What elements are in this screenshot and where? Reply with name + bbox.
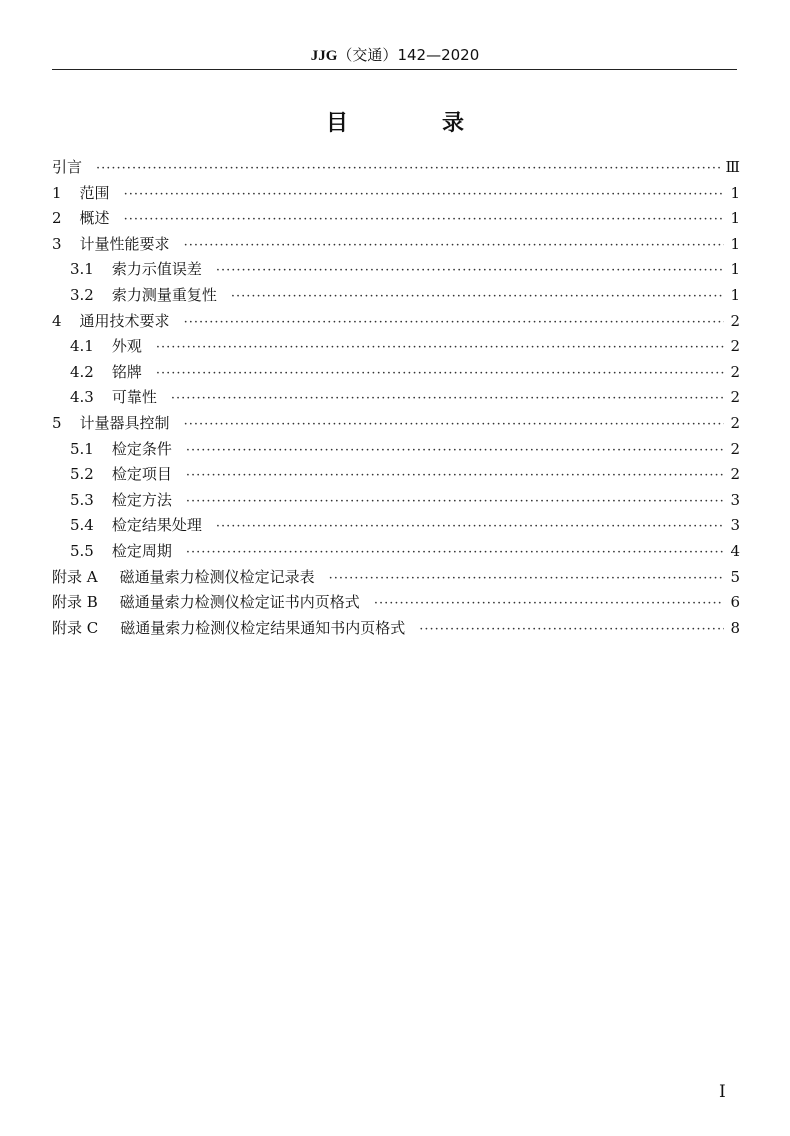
toc-entry-page: 2 [730,413,740,432]
toc-entry[interactable] [52,283,740,309]
toc-entry[interactable] [52,565,740,591]
toc-leader-dots [156,335,724,361]
toc-entry-number: 5.4 [70,516,94,535]
toc-entry[interactable] [52,232,740,258]
toc-entry-page: 2 [730,311,740,330]
toc-entry-number: 5.5 [70,541,94,560]
toc-entry-page: 2 [730,388,740,407]
toc-leader-dots [184,310,724,336]
toc-entry-page: 1 [730,183,740,202]
toc-entry[interactable] [52,616,740,642]
page-folio: Ⅰ [719,1082,726,1102]
toc-entry-label: 检定方法 [111,490,172,509]
toc-entry-page: 3 [730,490,740,509]
toc-entry-number: 5.1 [70,439,94,458]
toc-leader-dots [186,463,724,489]
toc-entry[interactable] [52,385,740,411]
standard-number: 142—2020 [397,46,480,64]
toc-entry-label: 检定周期 [111,541,172,560]
toc-entry-number: 4.3 [70,388,94,407]
running-header [0,44,790,65]
toc-entry-number: 1 [52,183,62,202]
toc-entry-page: 4 [730,541,740,560]
toc-entry-number: 5.3 [70,490,94,509]
toc-entry-page: 5 [730,567,740,586]
toc-entry[interactable] [52,437,740,463]
toc-entry-page: 8 [730,618,740,637]
toc-entry-label: 引言 [52,158,83,176]
toc-entry-label: 计量性能要求 [79,234,170,253]
toc-entry-number: 3.1 [70,260,94,279]
toc-leader-dots [186,540,724,566]
toc-entry-page: Ⅲ [725,158,740,176]
toc-entry[interactable] [52,411,740,437]
toc-entry-label: 检定条件 [111,439,172,458]
toc-entry[interactable] [52,181,740,207]
toc-entry-label: 范围 [79,183,110,202]
toc-entry-page: 1 [730,209,740,228]
standard-category: （交通） [337,46,398,64]
toc-entry[interactable] [52,462,740,488]
toc-entry[interactable] [52,206,740,232]
toc-entry-label: 磁通量索力检测仪检定证书内页格式 [119,593,360,612]
toc-leader-dots [216,514,724,540]
toc-leader-dots [186,489,724,515]
toc-entry-label: 可靠性 [111,388,157,407]
toc-entry-page: 3 [730,516,740,535]
header-rule [52,69,737,70]
toc-entry-label: 检定项目 [111,465,172,484]
page-title: 目 录 [325,110,500,136]
standard-code: JJG [310,48,338,64]
toc-entry-page: 2 [730,337,740,356]
toc-entry-page: 2 [730,439,740,458]
toc-leader-dots [374,591,724,617]
toc-leader-dots [124,207,724,233]
toc-entry-label: 外观 [111,337,142,356]
toc-entry[interactable] [52,360,740,386]
toc-entry-label: 检定结果处理 [111,516,202,535]
toc-entry-label: 概述 [79,209,110,228]
toc-entry[interactable] [52,488,740,514]
toc-leader-dots [184,233,724,259]
toc-entry[interactable] [52,539,740,565]
toc-entry-label: 索力示值误差 [111,260,202,279]
toc-leader-dots [329,566,724,592]
toc-entry-label: 计量器具控制 [79,413,170,432]
toc-leader-dots [186,438,724,464]
toc-entry[interactable] [52,590,740,616]
toc-leader-dots [156,361,724,387]
toc-entry[interactable] [52,257,740,283]
toc-entry[interactable] [52,334,740,360]
toc-entry-number: 5 [52,413,62,432]
toc-leader-dots [124,182,724,208]
toc-leader-dots [231,284,724,310]
toc-entry-page: 2 [730,362,740,381]
toc-entry-number: 4 [52,311,62,330]
toc-entry-number: 3.2 [70,285,94,304]
toc-entry-number: 2 [52,209,62,228]
toc-entry-number: 附录 C [52,618,99,637]
table-of-contents [52,155,740,641]
toc-entry-number: 附录 B [52,593,98,612]
toc-entry-label: 索力测量重复性 [111,285,217,304]
toc-entry-number: 4.1 [70,337,94,356]
toc-entry-number: 5.2 [70,465,94,484]
toc-leader-dots [184,412,724,438]
toc-entry-page: 2 [730,465,740,484]
toc-leader-dots [419,617,724,643]
toc-entry-page: 1 [730,285,740,304]
toc-leader-dots [96,156,720,182]
toc-entry-number: 4.2 [70,362,94,381]
toc-entry-label: 铭牌 [111,362,142,381]
toc-entry-label: 磁通量索力检测仪检定结果通知书内页格式 [120,618,406,637]
toc-entry[interactable] [52,309,740,335]
toc-leader-dots [171,386,724,412]
toc-leader-dots [216,258,724,284]
toc-entry-number: 3 [52,234,62,253]
toc-entry[interactable] [52,155,740,181]
toc-entry-label: 磁通量索力检测仪检定记录表 [119,567,315,586]
toc-entry-label: 通用技术要求 [79,311,170,330]
toc-entry-number: 附录 A [52,567,98,586]
toc-entry-page: 1 [730,234,740,253]
toc-entry[interactable] [52,513,740,539]
toc-entry-page: 6 [730,593,740,612]
toc-entry-page: 1 [730,260,740,279]
